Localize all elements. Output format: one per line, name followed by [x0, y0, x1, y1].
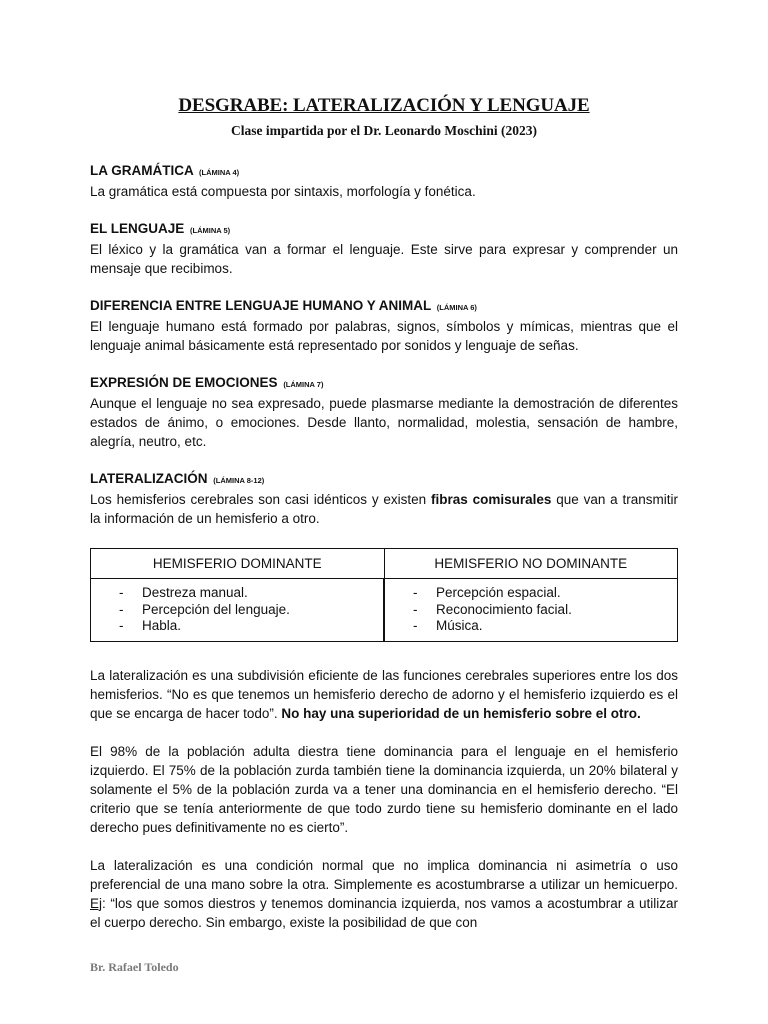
document-title: DESGRABE: LATERALIZACIÓN Y LENGUAJE — [178, 95, 590, 116]
dash-bullet: - — [119, 601, 124, 617]
section-heading — [90, 374, 678, 394]
section-slide-ref: (LÁMINA 4) — [199, 168, 240, 177]
section-text: El lenguaje humano está formado por palabras, signos, símbolos y mímicas, mientras que el lenguaje animal básicamente está representado por sonidos y lenguaje de señas. — [90, 319, 678, 353]
page-footer: Br. Rafael Toledo — [90, 960, 179, 974]
list-item-text: Destreza manual. — [142, 585, 248, 600]
table-header-row — [91, 549, 678, 579]
section-heading — [90, 220, 678, 240]
list-item — [119, 618, 383, 635]
table-row — [91, 579, 678, 642]
table-header-non-dominant: HEMISFERIO NO DOMINANTE — [384, 549, 678, 579]
hemisphere-table — [90, 548, 678, 642]
section-slide-ref: (LÁMINA 8-12) — [213, 476, 265, 485]
section-lateralizacion — [90, 470, 678, 528]
section-lenguaje — [90, 220, 678, 278]
section-text — [90, 490, 678, 528]
section-slide-ref: (LÁMINA 6) — [436, 303, 477, 312]
list-item-text: Música. — [436, 618, 483, 633]
section-heading-text: EXPRESIÓN DE EMOCIONES — [90, 375, 278, 390]
dash-bullet: - — [413, 585, 418, 600]
section-slide-ref: (LÁMINA 5) — [190, 226, 231, 235]
dash-bullet: - — [119, 618, 124, 633]
section-text: Aunque el lenguaje no sea expresado, puede plasmarse mediante la demostración de diferentes estados de ánimo, o emociones. Desde llanto, normalidad, molestia, sensación de hambre, alegría, neutro, etc. — [90, 396, 678, 449]
section-emociones — [90, 374, 678, 451]
list-item-text: Percepción del lenguaje. — [142, 601, 290, 617]
dash-bullet: - — [119, 585, 124, 600]
list-item-text: Percepción espacial. — [436, 585, 561, 600]
section-diferencia — [90, 297, 678, 355]
section-heading — [90, 162, 678, 182]
section-heading — [90, 297, 678, 317]
section-heading-text: EL LENGUAJE — [90, 221, 185, 236]
list-item — [413, 618, 677, 635]
document-page — [90, 94, 678, 932]
section-text: La gramática está compuesta por sintaxis, morfología y fonética. — [90, 184, 476, 199]
text-run: La lateralización es una subdivisión eficiente de las funciones cerebrales superiores entre los dos hemisferios. “No es que tenemos un hemisferio derecho de adorno y el hemisferio izquierdo es el que se encarga de hacer todo”. — [90, 667, 678, 721]
table-cell-non-dominant — [384, 579, 678, 642]
dash-bullet: - — [413, 601, 418, 617]
section-slide-ref: (LÁMINA 7) — [283, 380, 324, 389]
section-heading-text: LA GRAMÁTICA — [90, 163, 194, 178]
list-item — [413, 585, 677, 602]
list-item — [119, 585, 383, 602]
paragraph-statistics — [90, 742, 678, 837]
text-run: Los hemisferios cerebrales son casi idénticos y existen — [90, 492, 432, 507]
dash-bullet: - — [413, 618, 418, 633]
table-header-dominant: HEMISFERIO DOMINANTE — [91, 549, 385, 579]
paragraph-condition — [90, 856, 678, 932]
bold-term: fibras comisurales — [431, 492, 552, 507]
section-heading — [90, 470, 678, 490]
example-abbrev: Ej — [90, 895, 103, 911]
document-subtitle: Clase impartida por el Dr. Leonardo Moschini (2023) — [231, 123, 537, 138]
section-gramatica — [90, 162, 678, 201]
section-heading-text: LATERALIZACIÓN — [90, 471, 208, 486]
list-item — [413, 602, 677, 619]
text-run: : “los que somos diestros y tenemos dominancia izquierda, nos vamos a acostumbrar a utilizar el cuerpo derecho. Sin embargo, existe la posibilidad de que con — [90, 895, 678, 930]
table-cell-dominant — [91, 579, 385, 642]
section-text: El léxico y la gramática van a formar el lenguaje. Este sirve para expresar y comprender un mensaje que recibimos. — [90, 242, 678, 276]
paragraph-text: El 98% de la población adulta diestra tiene dominancia para el lenguaje en el hemisferio izquierdo. El 75% de la población zurda también tiene la dominancia izquierda, un 20% bilateral y solamente el 5% de la población zurda va a tener una dominancia en el hemisferio derecho. “El criterio que se tenía anteriormente de que todo zurdo tiene su hemisferio dominante en el lado derecho pues definitivamente no es cierto”. — [90, 743, 678, 835]
text-run: La lateralización es una condición normal que no implica dominancia ni asimetría o uso preferencial de una mano sobre la otra. Simplemente es acostumbrarse a utilizar un hemicuerpo. — [90, 857, 678, 892]
section-heading-text: DIFERENCIA ENTRE LENGUAJE HUMANO Y ANIMAL — [90, 298, 432, 313]
text-run: que van a transmitir la información de un hemisferio a otro. — [90, 492, 679, 526]
bullet-list — [413, 585, 677, 635]
list-item-text: Reconocimiento facial. — [436, 601, 572, 617]
paragraph-text — [90, 666, 678, 723]
bullet-list — [119, 585, 383, 635]
list-item-text: Habla. — [142, 618, 182, 633]
list-item — [119, 602, 383, 619]
paragraph-subdivision — [90, 666, 678, 723]
bold-statement: No hay una superioridad de un hemisferio sobre el otro. — [281, 705, 641, 721]
paragraph-text — [90, 856, 678, 932]
